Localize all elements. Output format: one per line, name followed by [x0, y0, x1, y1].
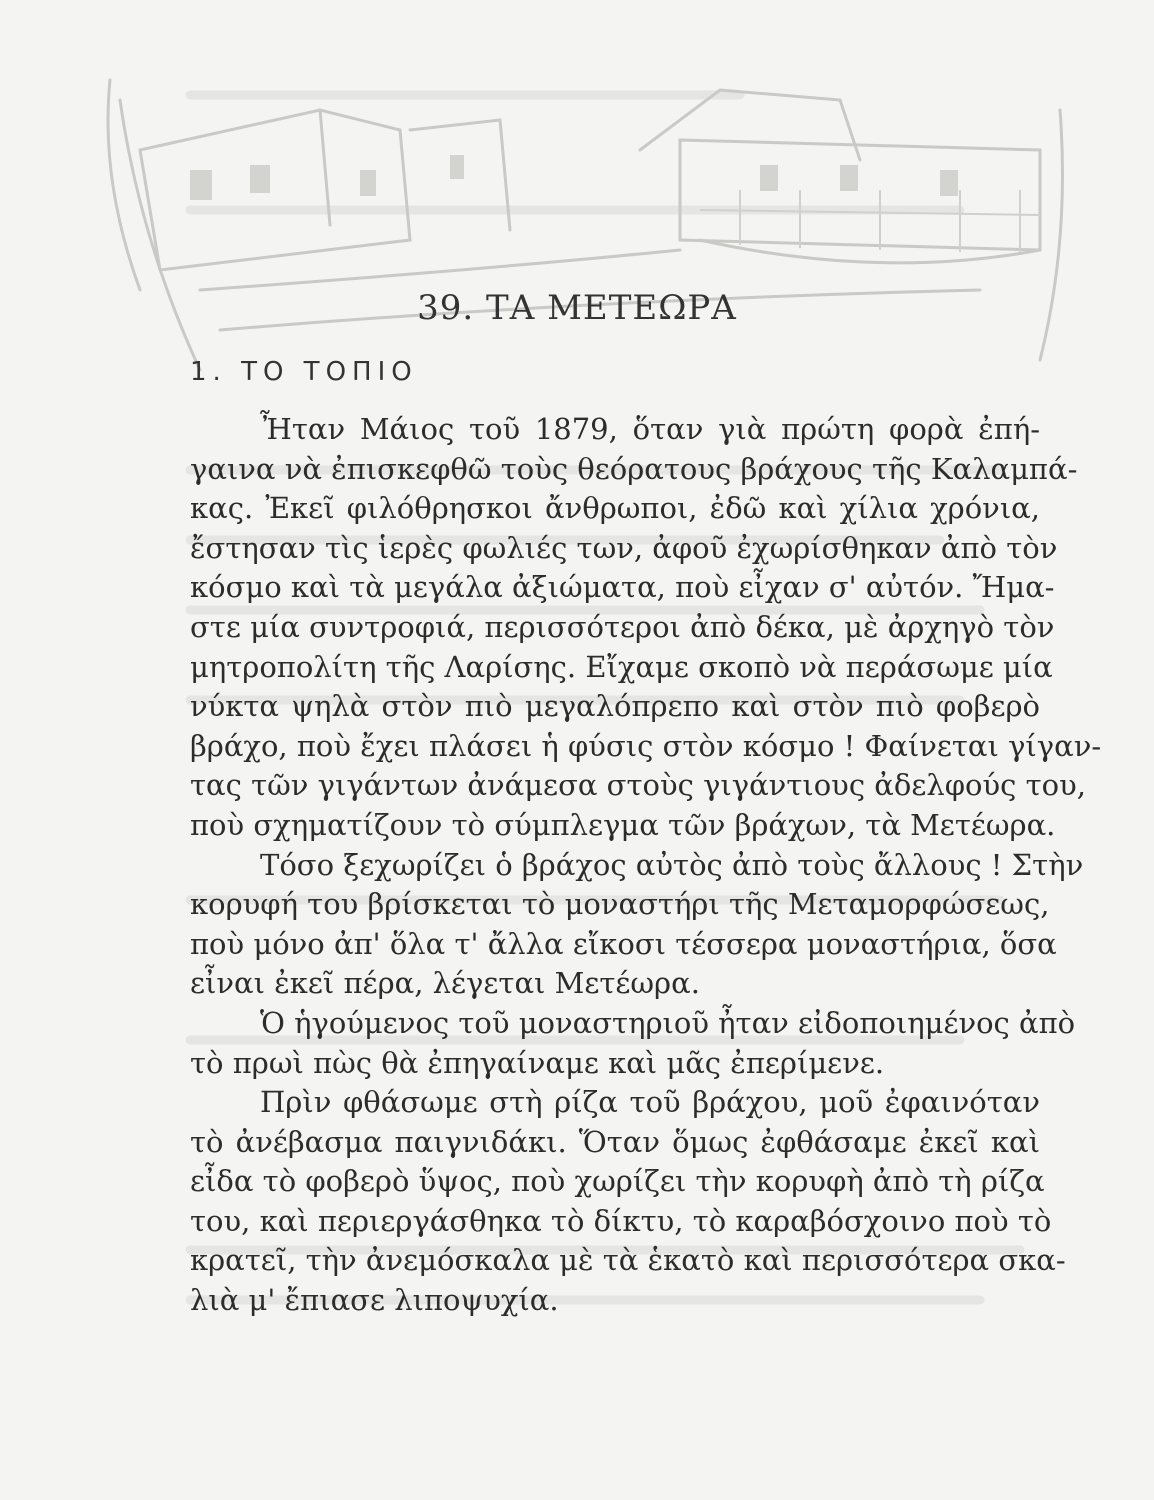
text-line: Τόσο ξεχωρίζει ὁ βράχος αὐτὸς ἀπὸ τοὺς ἄλλους ! Στὴν [260, 847, 1084, 882]
text-line: εἶναι ἐκεῖ πέρα, λέγεται Μετέωρα. [190, 966, 700, 1001]
text-line: Πρὶν φθάσωμε στὴ ρίζα τοῦ βράχου, μοῦ ἐφαινόταν [260, 1085, 1040, 1120]
monastery-illustration [80, 40, 1100, 380]
text-line: κρατεῖ, τὴν ἀνεμόσκαλα μὲ τὰ ἑκατὸ καὶ περισσότερα σκα- [190, 1243, 1066, 1278]
paragraph [190, 410, 1102, 846]
text-line: ποὺ σχηματίζουν τὸ σύμπλεγμα τῶν βράχων, τὰ Μετέωρα. [190, 807, 1056, 842]
text-line: βράχο, ποὺ ἔχει πλάσει ἡ φύσις στὸν κόσμο ! Φαίνεται γίγαν- [190, 728, 1102, 763]
text-line: τὸ ἀνέβασμα παιγνιδάκι. Ὅταν ὅμως ἐφθάσαμε ἐκεῖ καὶ [190, 1124, 1040, 1159]
text-line: εἶδα τὸ φοβερὸ ὕψος, ποὺ χωρίζει τὴν κορυφὴ ἀπὸ τὴ ρίζα [190, 1164, 1045, 1199]
text-line: στε μία συντροφιά, περισσότεροι ἀπὸ δέκα, μὲ ἀρχηγὸ τὸν [190, 609, 1055, 644]
text-line: Ὁ ἡγούμενος τοῦ μοναστηριοῦ ἦταν εἰδοποιημένος ἀπὸ [260, 1005, 1076, 1040]
text-line: τας τῶν γιγάντων ἀνάμεσα στοὺς γιγάντιους ἀδελφούς του, [190, 768, 1086, 803]
body-text [190, 410, 1102, 1321]
text-line: γαινα νὰ ἐπισκεφθῶ τοὺς θεόρατους βράχους τῆς Καλαμπά- [190, 451, 1078, 486]
paragraph [190, 846, 1084, 1004]
section-heading: 1. ΤΟ ΤΟΠΙΟ [190, 357, 418, 387]
text-line: ἔστησαν τὶς ἱερὲς φωλιές των, ἀφοῦ ἐχωρίσθηκαν ἀπὸ τὸν [190, 530, 1058, 565]
text-line: κορυφή του βρίσκεται τὸ μοναστήρι τῆς Μεταμορφώσεως, [190, 887, 1050, 922]
text-line: τὸ πρωὶ πὼς θὰ ἐπηγαίναμε καὶ μᾶς ἐπερίμενε. [190, 1045, 885, 1080]
text-line: ποὺ μόνο ἀπ' ὅλα τ' ἄλλα εἴκοσι τέσσερα μοναστήρια, ὅσα [190, 926, 1057, 961]
text-line: κας. Ἐκεῖ φιλόθρησκοι ἄνθρωποι, ἐδῶ καὶ χίλια χρόνια, [190, 491, 1040, 526]
chapter-title: 39. ΤΑ ΜΕΤΕΩΡΑ [417, 288, 737, 328]
paragraph [190, 1004, 1076, 1083]
text-line: νύκτα ψηλὰ στὸν πιὸ μεγαλόπρεπο καὶ στὸν πιὸ φοβερὸ [190, 689, 1040, 724]
text-line: του, καὶ περιεργάσθηκα τὸ δίκτυ, τὸ καραβόσχοινο ποὺ τὸ [190, 1203, 1052, 1238]
text-line: λιὰ μ' ἔπιασε λιποψυχία. [190, 1283, 559, 1318]
text-line: μητροπολίτη τῆς Λαρίσης. Εἴχαμε σκοπὸ νὰ περάσωμε μία [190, 649, 1053, 684]
paragraph [190, 1083, 1066, 1321]
text-line: κόσμο καὶ τὰ μεγάλα ἀξιώματα, ποὺ εἶχαν σ' αὐτόν. Ἤμα- [190, 570, 1055, 605]
text-line: Ἦταν Μάιος τοῦ 1879, ὅταν γιὰ πρώτη φορὰ ἐπή- [260, 412, 1040, 446]
